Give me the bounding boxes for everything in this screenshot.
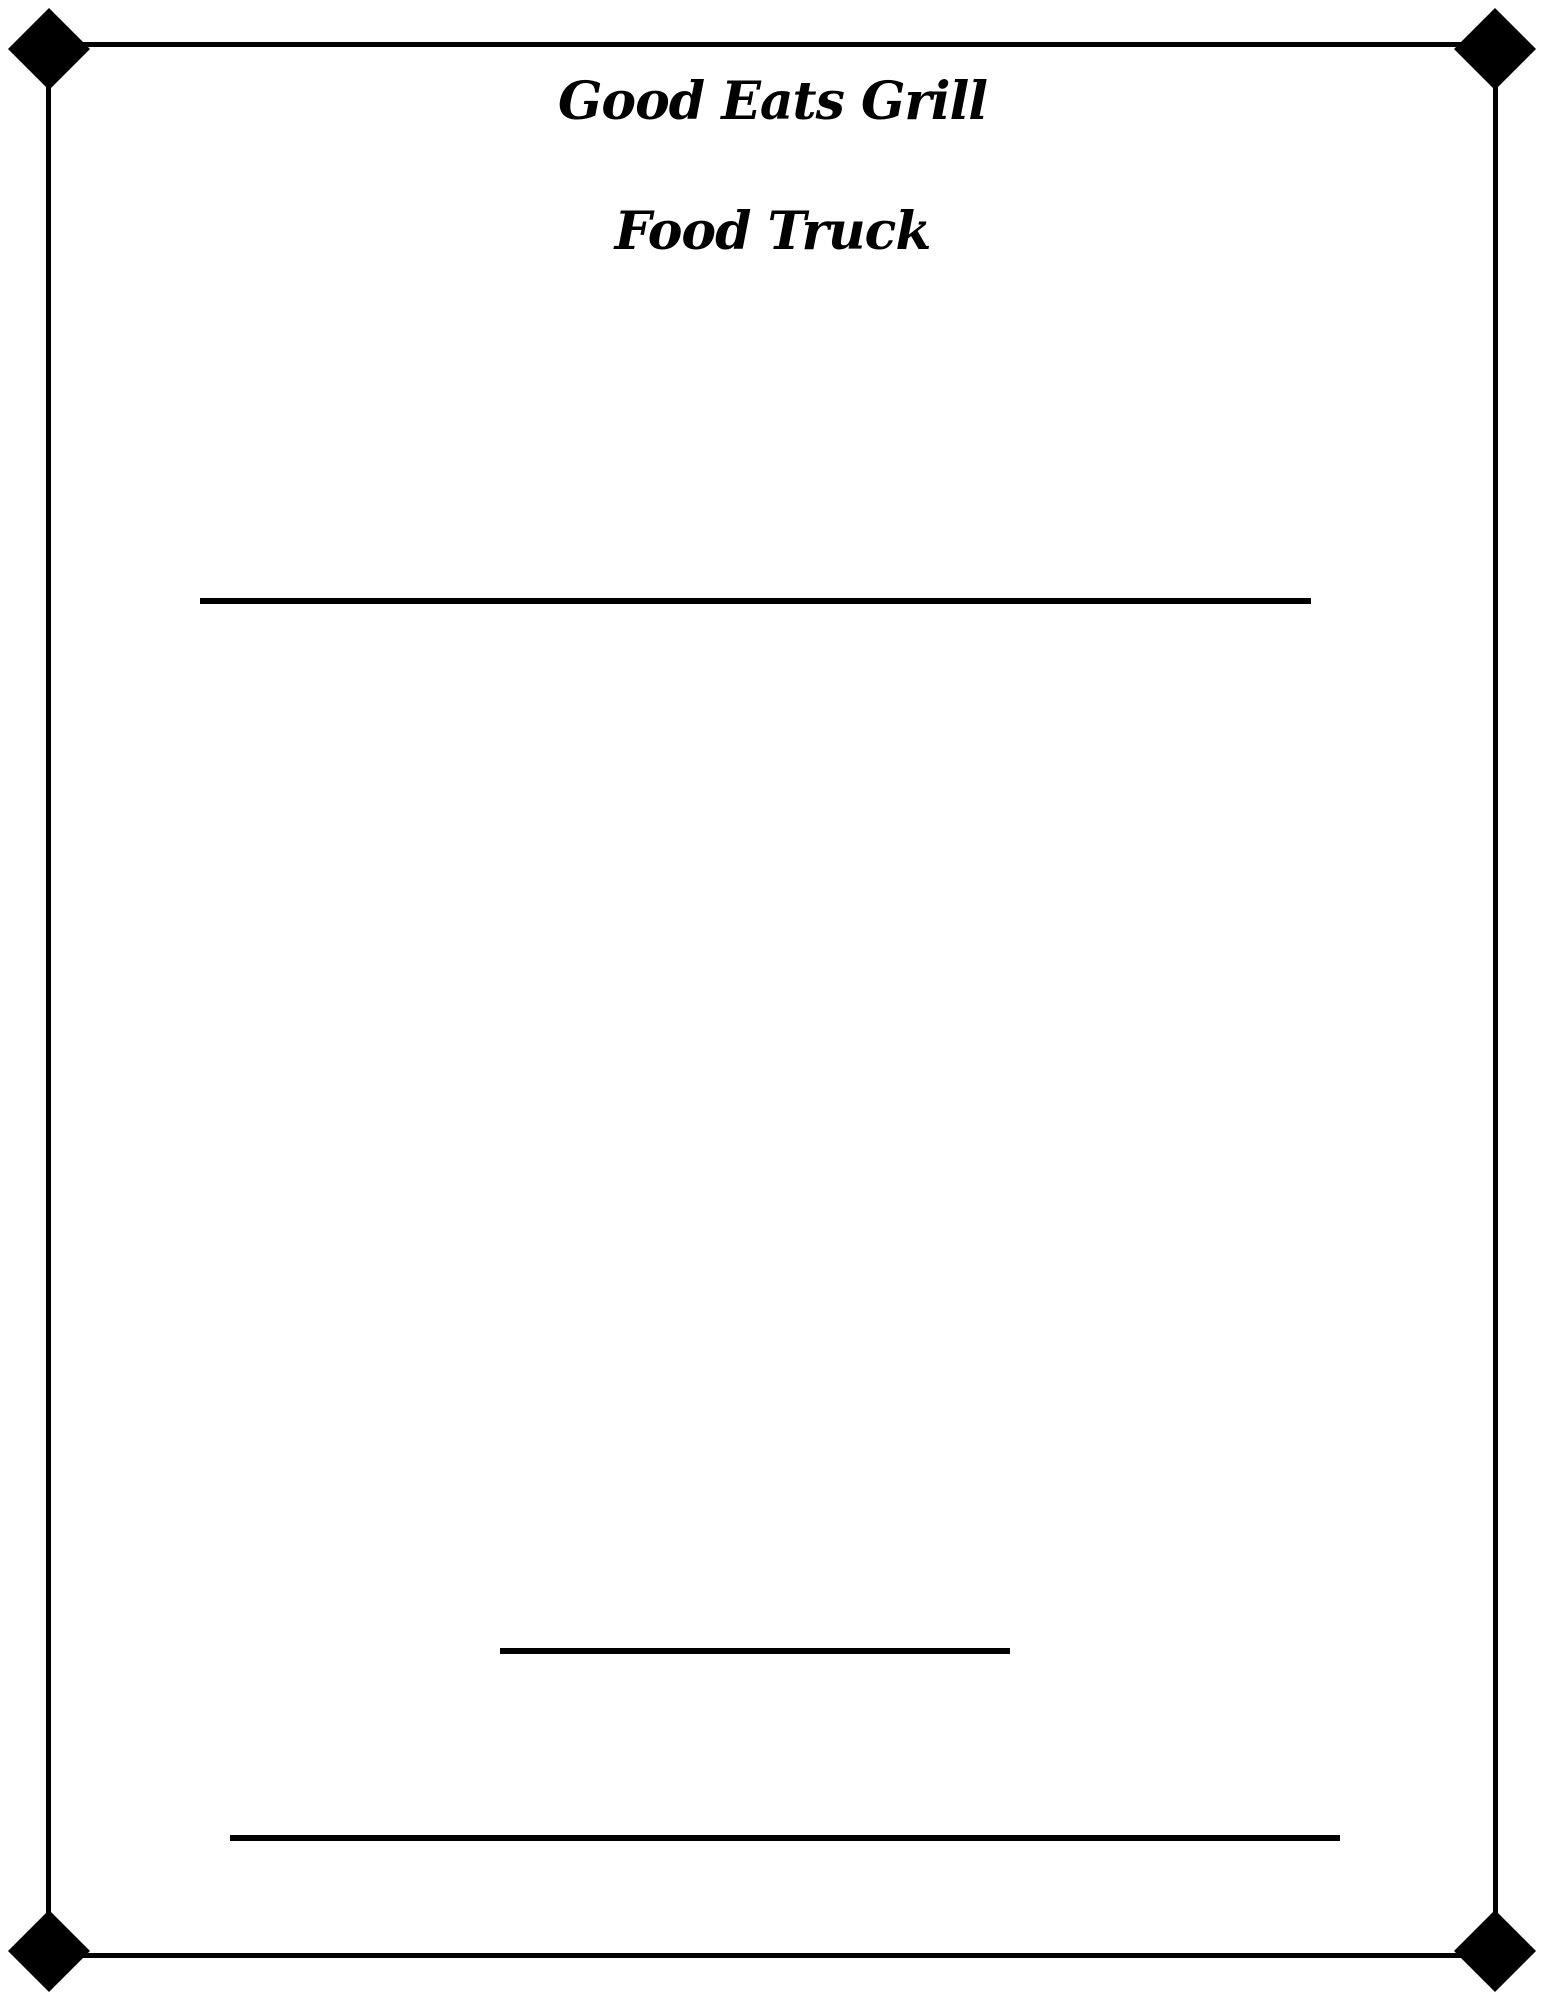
- title-line-2: Food Truck: [614, 201, 931, 262]
- menu-item-desc: [0, 668, 1545, 706]
- sides-line-2: [0, 1782, 1545, 1828]
- sides-line-1: [0, 1730, 1545, 1776]
- event-location: [0, 341, 1545, 397]
- menu-item-name: [0, 970, 1545, 1012]
- menu-item-desc: [0, 905, 1545, 943]
- menu-item-desc: [0, 1287, 1545, 1325]
- title-line-1: Good Eats Grill: [557, 71, 988, 132]
- menu-item-desc: [0, 792, 1545, 830]
- call-note: [0, 440, 1545, 490]
- divider-bottom: [230, 1835, 1340, 1841]
- divider-sides: [500, 1648, 1010, 1654]
- menu-item-desc: [0, 1019, 1545, 1057]
- menu-item-desc: [0, 1449, 1545, 1487]
- event-date-time: [0, 284, 1545, 340]
- menu-item-name: [0, 742, 1545, 784]
- menu-item-name: [0, 1083, 1545, 1125]
- menu-item-name: [0, 1507, 1545, 1549]
- menu-item-name: [0, 1236, 1545, 1278]
- sides-heading: [0, 1670, 1545, 1720]
- delivery-note: [0, 536, 1545, 596]
- menu-item-desc: [0, 1174, 1545, 1212]
- menu-item-desc: [0, 1558, 1545, 1596]
- divider-top: [200, 598, 1311, 604]
- contact-email: [0, 1898, 1545, 1948]
- instagram-handle: [0, 1848, 1545, 1898]
- menu-item-name: [0, 856, 1545, 898]
- menu-item-name: [0, 1399, 1545, 1441]
- menu-item-desc: [0, 1134, 1545, 1172]
- menu-item-desc: [0, 1327, 1545, 1365]
- menu-item-desc: [0, 1598, 1545, 1636]
- menu-item-name: [0, 618, 1545, 660]
